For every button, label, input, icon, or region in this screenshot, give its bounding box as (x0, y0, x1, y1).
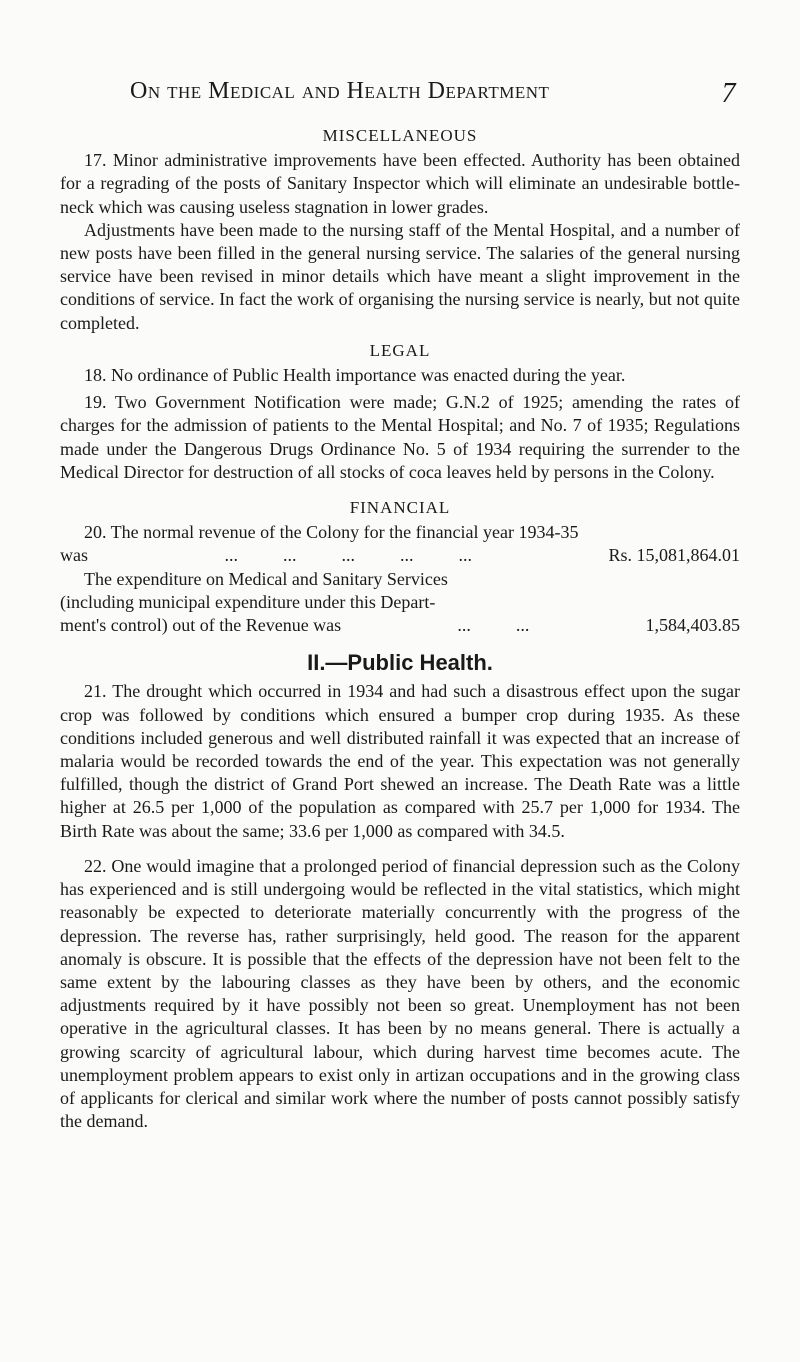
expenditure-line-1: The expenditure on Medical and Sanitary Services (84, 568, 448, 589)
expenditure-line-2: (including municipal expenditure under this Depart- (60, 591, 436, 612)
paragraph-18: 18. No ordinance of Public Health importance was enacted during the year. (84, 365, 626, 386)
heading-legal: LEGAL (369, 340, 431, 360)
revenue-dots: ... ... ... ... ... (224, 545, 472, 566)
running-title: On the Medical and Health Department (130, 78, 550, 104)
page-number: 7 (721, 78, 736, 109)
heading-miscellaneous: MISCELLANEOUS (322, 126, 478, 145)
heading-financial: FINANCIAL (349, 498, 451, 518)
revenue-amount: Rs. 15,081,864.01 (608, 545, 740, 566)
heading-public-health: II.—Public Health. (307, 650, 493, 676)
expenditure-amount: 1,584,403.85 (645, 615, 740, 636)
expenditure-dots: ... ... (457, 615, 530, 636)
expenditure-row (60, 614, 740, 637)
revenue-row (60, 544, 740, 567)
paragraph-17-continued: Adjustments have been made to the nursing staff of the Mental Hospital, and a number of new posts have been filled in the general nursing service. The salaries of the general nursing service have been revised in minor details which have meant a slight improvement in the conditions of service. In fact the work of organising the nursing service is nearly, but not quite completed. (60, 219, 740, 333)
paragraph-17: 17. Minor administrative improvements have been effected. Authority has been obtained for a regrading of the posts of Sanitary Inspector which will eliminate an undesirable bottle-neck which was causing useless stagnation in lower grades. (60, 150, 740, 217)
paragraph-22: 22. One would imagine that a prolonged period of financial depression such as the Colony has experienced and is still undergoing would be reflected in the vital statistics, which might reasonably be expected to deteriorate materially concurrently with the progress of the depression. The reverse has, rather surprisingly, held good. The reason for the apparent anomaly is obscure. It is possible that the effects of the depression have not been felt to the same extent by the labouring classes as they have been by others, and the economic adjustments required by it have possibly not been so great. Unemployment has not been operative in the agricultural classes. It has been by no means general. There is actually a growing scarcity of agricultural labour, which during harvest time becomes acute. The unemployment problem appears to exist only in artizan occupations and in the growing class of applicants for clerical and similar work where the number of posts cannot possibly satisfy the demand. (60, 855, 740, 1132)
paragraph-21: 21. The drought which occurred in 1934 and had such a disastrous effect upon the sugar crop was followed by conditions which ensured a bumper crop during 1935. As these conditions included generous and well distributed rainfall it was expected that an increase of malaria would be recorded towards the end of the year. This expectation was not generally fulfilled, though the district of Grand Port shewed an increase. The Death Rate was a little higher at 26.5 per 1,000 of the population as compared with 25.7 per 1,000 for 1934. The Birth Rate was about the same; 33.6 per 1,000 as compared with 34.5. (60, 681, 740, 841)
page-content (60, 124, 740, 1133)
running-header (130, 78, 736, 114)
revenue-was: was (60, 545, 88, 566)
expenditure-line-3: ment's control) out of the Revenue was (60, 615, 342, 636)
paragraph-19: 19. Two Government Notification were made; G.N.2 of 1925; amending the rates of charges for the admission of patients to the Mental Hospital; and No. 7 of 1935; Regulations made under the Dangerous Drugs Ordinance No. 5 of 1934 requiring the surrender to the Medical Director for destruction of all stocks of coca leaves held by persons in the Colony. (60, 392, 740, 482)
paragraph-20: 20. The normal revenue of the Colony for the financial year 1934-35 (84, 522, 579, 543)
